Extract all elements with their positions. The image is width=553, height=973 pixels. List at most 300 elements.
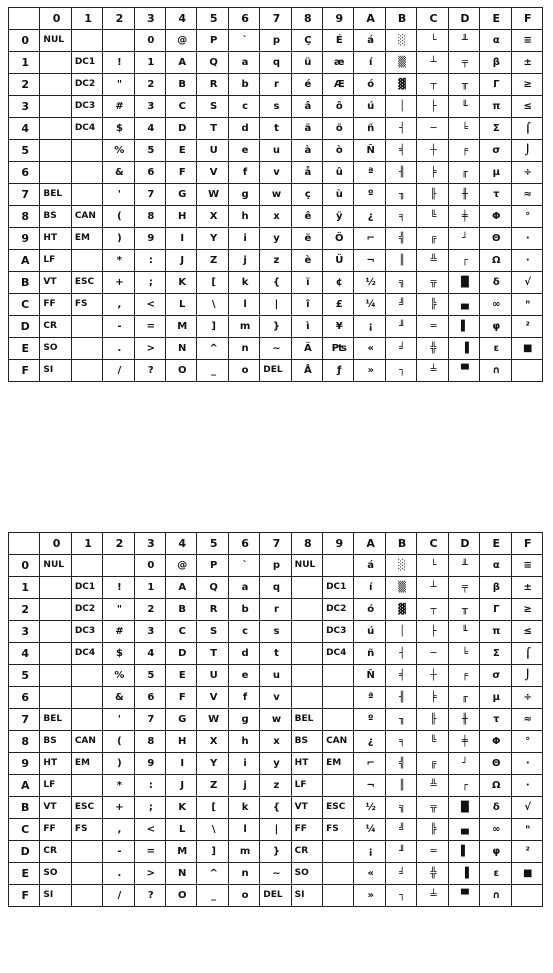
code-cell: Γ xyxy=(480,74,511,96)
code-cell: » xyxy=(354,885,385,907)
code-cell: Å xyxy=(291,360,322,382)
code-cell: ≡ xyxy=(511,30,543,52)
column-header: 4 xyxy=(166,8,197,30)
code-cell: Z xyxy=(197,250,228,272)
code-cell: EM xyxy=(71,228,102,250)
code-cell: B xyxy=(166,599,197,621)
code-cell: ¡ xyxy=(354,841,385,863)
row-header: 7 xyxy=(9,709,40,731)
code-cell: ² xyxy=(511,316,543,338)
code-cell: 3 xyxy=(134,621,165,643)
code-cell xyxy=(323,555,354,577)
code-cell: w xyxy=(260,184,291,206)
code-cell: ╛ xyxy=(385,863,416,885)
code-cell: HT xyxy=(291,753,322,775)
code-cell: NUL xyxy=(40,555,71,577)
code-cell: O xyxy=(166,360,197,382)
code-cell: ' xyxy=(103,709,134,731)
code-cell: H xyxy=(166,731,197,753)
row-header: 8 xyxy=(9,731,40,753)
code-cell: ì xyxy=(291,316,322,338)
code-cell: ▐ xyxy=(448,863,479,885)
code-cell: ∩ xyxy=(480,360,511,382)
code-cell: t xyxy=(260,118,291,140)
code-cell: DC2 xyxy=(323,599,354,621)
code-cell: ç xyxy=(291,184,322,206)
code-cell: DC3 xyxy=(71,96,102,118)
code-cell: ) xyxy=(103,228,134,250)
row-header: 9 xyxy=(9,753,40,775)
code-cell: æ xyxy=(323,52,354,74)
code-cell: í xyxy=(354,577,385,599)
code-cell xyxy=(291,577,322,599)
code-cell: x xyxy=(260,206,291,228)
code-cell: d xyxy=(228,643,259,665)
table-row xyxy=(9,96,543,118)
row-header: 4 xyxy=(9,643,40,665)
code-cell: ½ xyxy=(354,272,385,294)
code-cell: ┬ xyxy=(417,74,448,96)
code-cell: e xyxy=(228,140,259,162)
code-cell: Æ xyxy=(323,74,354,96)
code-cell: Σ xyxy=(480,118,511,140)
code-cell: ₧ xyxy=(323,338,354,360)
code-cell: G xyxy=(166,184,197,206)
code-cell: . xyxy=(103,863,134,885)
code-cell: V xyxy=(197,162,228,184)
code-cell: z xyxy=(260,775,291,797)
code-cell: \ xyxy=(197,294,228,316)
code-cell: ú xyxy=(354,96,385,118)
code-cell: ╟ xyxy=(417,184,448,206)
code-cell: ╤ xyxy=(448,52,479,74)
code-cell: ▓ xyxy=(385,599,416,621)
code-cell: l xyxy=(228,294,259,316)
code-cell: & xyxy=(103,687,134,709)
code-cell: î xyxy=(291,294,322,316)
code-cell: S xyxy=(197,621,228,643)
code-cell: é xyxy=(291,74,322,96)
code-cell xyxy=(323,775,354,797)
code-cell: 5 xyxy=(134,665,165,687)
code-cell: ⌠ xyxy=(511,118,543,140)
code-cell: ┐ xyxy=(385,885,416,907)
code-cell: t xyxy=(260,643,291,665)
table-row xyxy=(9,775,543,797)
code-cell: ┌ xyxy=(448,250,479,272)
code-cell: ■ xyxy=(511,338,543,360)
code-cell: 5 xyxy=(134,140,165,162)
table-row xyxy=(9,162,543,184)
code-cell: π xyxy=(480,621,511,643)
code-cell xyxy=(71,162,102,184)
table-row xyxy=(9,555,543,577)
table-row xyxy=(9,250,543,272)
table-row xyxy=(9,118,543,140)
code-cell: h xyxy=(228,206,259,228)
code-cell xyxy=(40,643,71,665)
code-cell: ª xyxy=(354,162,385,184)
code-cell: ▒ xyxy=(385,52,416,74)
table-row xyxy=(9,709,543,731)
code-cell: } xyxy=(260,316,291,338)
code-cell: ╥ xyxy=(448,599,479,621)
code-cell: ∞ xyxy=(480,819,511,841)
code-cell: DC2 xyxy=(71,599,102,621)
code-cell: LF xyxy=(40,250,71,272)
code-cell: ╕ xyxy=(385,206,416,228)
table-row xyxy=(9,753,543,775)
code-cell: BEL xyxy=(40,184,71,206)
code-cell: SO xyxy=(291,863,322,885)
code-cell: ∙ xyxy=(511,228,543,250)
row-header: C xyxy=(9,819,40,841)
code-cell: ~ xyxy=(260,863,291,885)
code-cell xyxy=(323,709,354,731)
code-cell: ═ xyxy=(417,841,448,863)
code-cell: DEL xyxy=(260,885,291,907)
code-cell xyxy=(71,841,102,863)
code-cell xyxy=(103,555,134,577)
code-cell: DC3 xyxy=(323,621,354,643)
code-cell: \ xyxy=(197,819,228,841)
code-cell: k xyxy=(228,272,259,294)
column-header: 8 xyxy=(291,533,322,555)
code-cell: 3 xyxy=(134,96,165,118)
code-cell: ; xyxy=(134,797,165,819)
code-cell: : xyxy=(134,775,165,797)
code-cell xyxy=(71,184,102,206)
code-cell xyxy=(71,687,102,709)
code-cell: X xyxy=(197,206,228,228)
code-cell: & xyxy=(103,162,134,184)
code-cell: √ xyxy=(511,797,543,819)
code-cell: º xyxy=(354,184,385,206)
code-cell: I xyxy=(166,753,197,775)
code-cell: p xyxy=(260,555,291,577)
code-cell: g xyxy=(228,184,259,206)
code-cell xyxy=(71,885,102,907)
code-cell: τ xyxy=(480,184,511,206)
code-cell: EM xyxy=(71,753,102,775)
code-cell: VT xyxy=(40,272,71,294)
code-cell: · xyxy=(511,775,543,797)
code-cell: ∙ xyxy=(511,753,543,775)
table-row xyxy=(9,338,543,360)
code-cell: DC1 xyxy=(71,577,102,599)
lower-code-table xyxy=(8,532,543,907)
code-cell xyxy=(71,316,102,338)
code-cell: r xyxy=(260,74,291,96)
code-cell: 2 xyxy=(134,74,165,96)
code-cell: N xyxy=(166,863,197,885)
code-cell: u xyxy=(260,665,291,687)
code-cell: / xyxy=(103,885,134,907)
code-cell: ═ xyxy=(417,316,448,338)
code-cell xyxy=(71,338,102,360)
row-header: 2 xyxy=(9,599,40,621)
code-cell: τ xyxy=(480,709,511,731)
code-cell: ╒ xyxy=(448,665,479,687)
code-cell: Z xyxy=(197,775,228,797)
code-cell: ├ xyxy=(417,96,448,118)
code-cell xyxy=(71,709,102,731)
code-cell: Σ xyxy=(480,643,511,665)
code-cell: ┴ xyxy=(417,577,448,599)
row-header: B xyxy=(9,797,40,819)
code-cell: < xyxy=(134,819,165,841)
row-header: E xyxy=(9,863,40,885)
code-cell: ║ xyxy=(385,250,416,272)
code-cell: ^ xyxy=(197,338,228,360)
code-cell: b xyxy=(228,599,259,621)
code-cell: DC2 xyxy=(71,74,102,96)
code-cell: FS xyxy=(71,294,102,316)
code-cell: ] xyxy=(197,841,228,863)
code-cell: Θ xyxy=(480,753,511,775)
code-cell: ² xyxy=(511,841,543,863)
code-cell xyxy=(323,687,354,709)
code-cell: ú xyxy=(354,621,385,643)
code-cell: 9 xyxy=(134,753,165,775)
code-cell: Ö xyxy=(323,228,354,250)
code-cell: T xyxy=(197,118,228,140)
code-cell: FF xyxy=(40,819,71,841)
code-cell: NUL xyxy=(291,555,322,577)
code-cell: CAN xyxy=(71,731,102,753)
code-cell: R xyxy=(197,599,228,621)
code-cell: ╟ xyxy=(417,709,448,731)
table-row xyxy=(9,863,543,885)
code-cell: ¿ xyxy=(354,206,385,228)
column-header: 9 xyxy=(323,8,354,30)
code-cell: SO xyxy=(40,338,71,360)
code-cell: / xyxy=(103,360,134,382)
code-cell: H xyxy=(166,206,197,228)
code-cell: ╩ xyxy=(417,775,448,797)
row-header: 1 xyxy=(9,52,40,74)
code-cell: SI xyxy=(40,885,71,907)
code-cell xyxy=(511,885,543,907)
code-cell xyxy=(71,555,102,577)
code-cell: α xyxy=(480,30,511,52)
code-cell: h xyxy=(228,731,259,753)
code-cell: ≥ xyxy=(511,74,543,96)
code-cell xyxy=(40,118,71,140)
code-cell: ╪ xyxy=(448,731,479,753)
code-cell: 8 xyxy=(134,206,165,228)
code-cell: │ xyxy=(385,621,416,643)
code-cell: û xyxy=(323,162,354,184)
corner-cell xyxy=(9,533,40,555)
code-cell: ? xyxy=(134,360,165,382)
code-cell: ┴ xyxy=(417,52,448,74)
code-cell: Ñ xyxy=(354,665,385,687)
code-cell: ? xyxy=(134,885,165,907)
table-row xyxy=(9,577,543,599)
code-cell: å xyxy=(291,162,322,184)
code-cell: « xyxy=(354,338,385,360)
code-cell: ≤ xyxy=(511,96,543,118)
code-cell: % xyxy=(103,140,134,162)
code-cell: P xyxy=(197,30,228,52)
code-cell: K xyxy=(166,797,197,819)
code-cell: ⌐ xyxy=(354,753,385,775)
code-cell: c xyxy=(228,96,259,118)
code-cell: ╢ xyxy=(385,687,416,709)
code-cell: , xyxy=(103,819,134,841)
code-cell: # xyxy=(103,96,134,118)
column-header: 6 xyxy=(228,8,259,30)
code-cell: ╕ xyxy=(385,731,416,753)
code-cell: ┘ xyxy=(448,228,479,250)
code-cell: . xyxy=(103,338,134,360)
code-cell: Ç xyxy=(291,30,322,52)
code-cell: ╬ xyxy=(417,338,448,360)
code-cell: ╢ xyxy=(385,162,416,184)
code-cell: < xyxy=(134,294,165,316)
code-cell: ╣ xyxy=(385,753,416,775)
code-cell: I xyxy=(166,228,197,250)
code-cell: q xyxy=(260,52,291,74)
code-cell: v xyxy=(260,162,291,184)
code-cell: ƒ xyxy=(323,360,354,382)
code-cell: ─ xyxy=(417,643,448,665)
code-cell: d xyxy=(228,118,259,140)
code-cell: à xyxy=(291,140,322,162)
code-cell xyxy=(40,577,71,599)
code-cell: ─ xyxy=(417,118,448,140)
code-cell: SI xyxy=(40,360,71,382)
code-cell: ` xyxy=(228,555,259,577)
code-cell: - xyxy=(103,841,134,863)
code-cell xyxy=(323,885,354,907)
table-row xyxy=(9,360,543,382)
code-cell: EM xyxy=(323,753,354,775)
code-cell: # xyxy=(103,621,134,643)
code-cell: └ xyxy=(417,30,448,52)
column-header: 8 xyxy=(291,8,322,30)
column-header: 2 xyxy=(103,8,134,30)
code-cell: CR xyxy=(40,841,71,863)
code-cell: M xyxy=(166,316,197,338)
code-cell: M xyxy=(166,841,197,863)
code-cell: ▀ xyxy=(448,360,479,382)
code-cell: δ xyxy=(480,272,511,294)
code-cell: DC4 xyxy=(71,643,102,665)
code-cell: e xyxy=(228,665,259,687)
row-header: 9 xyxy=(9,228,40,250)
code-cell: : xyxy=(134,250,165,272)
code-cell: ~ xyxy=(260,338,291,360)
row-header: 7 xyxy=(9,184,40,206)
code-cell: DC4 xyxy=(323,643,354,665)
code-cell: HT xyxy=(40,753,71,775)
code-cell: ╜ xyxy=(385,316,416,338)
code-cell: ░ xyxy=(385,30,416,52)
code-cell: ≈ xyxy=(511,184,543,206)
code-cell: á xyxy=(354,555,385,577)
code-cell: 7 xyxy=(134,709,165,731)
code-cell: = xyxy=(134,316,165,338)
code-cell: ╖ xyxy=(385,709,416,731)
code-cell: ª xyxy=(354,687,385,709)
table-row xyxy=(9,74,543,96)
header-row xyxy=(9,8,543,30)
code-cell: 4 xyxy=(134,643,165,665)
code-cell: ñ xyxy=(354,643,385,665)
code-cell: ¢ xyxy=(323,272,354,294)
code-cell: SO xyxy=(40,863,71,885)
code-cell: G xyxy=(166,709,197,731)
code-cell: ö xyxy=(323,118,354,140)
code-cell: º xyxy=(354,709,385,731)
code-cell: ╡ xyxy=(385,140,416,162)
code-cell: ┤ xyxy=(385,118,416,140)
code-cell: BS xyxy=(40,731,71,753)
row-header: E xyxy=(9,338,40,360)
code-cell: ╫ xyxy=(448,184,479,206)
code-cell xyxy=(291,621,322,643)
code-cell: CR xyxy=(40,316,71,338)
code-cell: 0 xyxy=(134,30,165,52)
code-cell: " xyxy=(103,599,134,621)
corner-cell xyxy=(9,8,40,30)
code-cell: FS xyxy=(323,819,354,841)
column-header: A xyxy=(354,8,385,30)
row-header: C xyxy=(9,294,40,316)
code-cell: R xyxy=(197,74,228,96)
column-header: F xyxy=(511,8,543,30)
row-header: A xyxy=(9,775,40,797)
code-cell: ╡ xyxy=(385,665,416,687)
code-cell: | xyxy=(260,294,291,316)
code-cell: BS xyxy=(40,206,71,228)
code-cell xyxy=(323,863,354,885)
code-cell: á xyxy=(354,30,385,52)
code-cell: ╓ xyxy=(448,162,479,184)
code-cell: s xyxy=(260,96,291,118)
code-cell: T xyxy=(197,643,228,665)
code-cell: ESC xyxy=(71,797,102,819)
code-cell: DC1 xyxy=(323,577,354,599)
code-cell: ê xyxy=(291,206,322,228)
code-cell: CR xyxy=(291,841,322,863)
code-cell xyxy=(40,665,71,687)
code-cell: ▌ xyxy=(448,316,479,338)
code-cell: β xyxy=(480,577,511,599)
code-cell: _ xyxy=(197,885,228,907)
code-cell: * xyxy=(103,250,134,272)
code-cell xyxy=(40,140,71,162)
code-cell: + xyxy=(103,272,134,294)
table-row xyxy=(9,228,543,250)
code-cell: N xyxy=(166,338,197,360)
code-cell: ▄ xyxy=(448,294,479,316)
code-cell: ╨ xyxy=(448,30,479,52)
code-cell: F xyxy=(166,687,197,709)
code-cell xyxy=(71,360,102,382)
code-cell: ε xyxy=(480,338,511,360)
column-header: 6 xyxy=(228,533,259,555)
code-cell: ± xyxy=(511,52,543,74)
code-cell: ^ xyxy=(197,863,228,885)
code-cell xyxy=(71,140,102,162)
code-cell: BEL xyxy=(291,709,322,731)
code-cell: P xyxy=(197,555,228,577)
code-cell: Q xyxy=(197,52,228,74)
code-cell: 6 xyxy=(134,162,165,184)
